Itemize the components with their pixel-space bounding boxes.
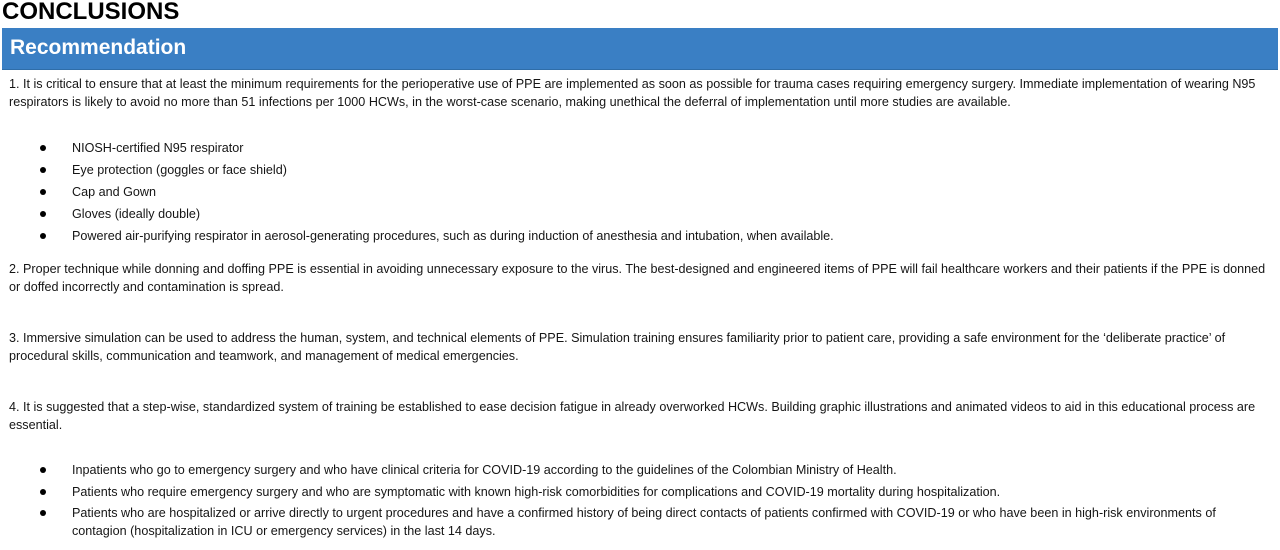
bullet-icon xyxy=(40,233,46,239)
bullet-icon xyxy=(40,145,46,151)
bullet-icon xyxy=(40,489,46,495)
bullet-icon xyxy=(40,467,46,473)
recommendation-banner xyxy=(2,28,1278,70)
list-item xyxy=(9,505,1271,540)
list-item xyxy=(9,206,1271,224)
bullet-icon xyxy=(40,189,46,195)
list-item xyxy=(9,228,1271,246)
ppe-requirements-list xyxy=(9,140,1271,245)
list-item-text: Powered air-purifying respirator in aerosol-generating procedures, such as during induction of anesthesia and intubation, when available. xyxy=(72,228,834,243)
recommendation-content xyxy=(9,76,1271,545)
paragraph-1: 1. It is critical to ensure that at least the minimum requirements for the perioperative use of PPE are implemented as soon as possible for trauma cases requiring emergency surgery. Immediate implementation of wearing N95 respirators is likely to avoid no more than 51 infections per 1000 HCWs, in the worst-case scenario, making unethical the deferral of implementation until more studies are available. xyxy=(9,77,1256,109)
list-item xyxy=(9,484,1271,502)
bullet-icon xyxy=(40,510,46,516)
list-item-text: Patients who are hospitalized or arrive directly to urgent procedures and have a confirmed history of being direct contacts of patients confirmed with COVID-19 or who have been in high-risk environments of contagion (hospitalization in ICU or emergency services) in the last 14 days. xyxy=(72,506,1216,538)
patient-criteria-list xyxy=(9,462,1271,540)
list-item xyxy=(9,184,1271,202)
banner-title: Recommendation xyxy=(10,36,187,59)
list-item xyxy=(9,140,1271,158)
list-item-text: Eye protection (goggles or face shield) xyxy=(72,162,287,177)
list-item-text: Cap and Gown xyxy=(72,184,157,199)
paragraph-3: 3. Immersive simulation can be used to address the human, system, and technical elements of PPE. Simulation training ensures familiarity prior to patient care, providing a safe environment for the ‘deliberate practice’ of procedural skills, communication and teamwork, and management of medical emergencies. xyxy=(9,331,1226,363)
bullet-icon xyxy=(40,211,46,217)
paragraph-2: 2. Proper technique while donning and doffing PPE is essential in avoiding unnecessary exposure to the virus. The best-designed and engineered items of PPE will fail healthcare workers and their patients if the PPE is donned or doffed incorrectly and contamination is spread. xyxy=(9,262,1266,294)
bullet-icon xyxy=(40,167,46,173)
list-item xyxy=(9,162,1271,180)
list-item-text: NIOSH-certified N95 respirator xyxy=(72,141,244,155)
list-item-text: Patients who require emergency surgery and who are symptomatic with known high-risk comorbidities for complications and COVID-19 mortality during hospitalization. xyxy=(72,484,1001,499)
list-item xyxy=(9,462,1271,480)
list-item-text: Inpatients who go to emergency surgery and who have clinical criteria for COVID-19 according to the guidelines of the Colombian Ministry of Health. xyxy=(72,463,897,478)
list-item-text: Gloves (ideally double) xyxy=(72,206,201,221)
page-heading: CONCLUSIONS xyxy=(2,0,180,25)
paragraph-4: 4. It is suggested that a step-wise, standardized system of training be established to ease decision fatigue in already overworked HCWs. Building graphic illustrations and animated videos to aid in this educational process are essential. xyxy=(9,400,1256,432)
